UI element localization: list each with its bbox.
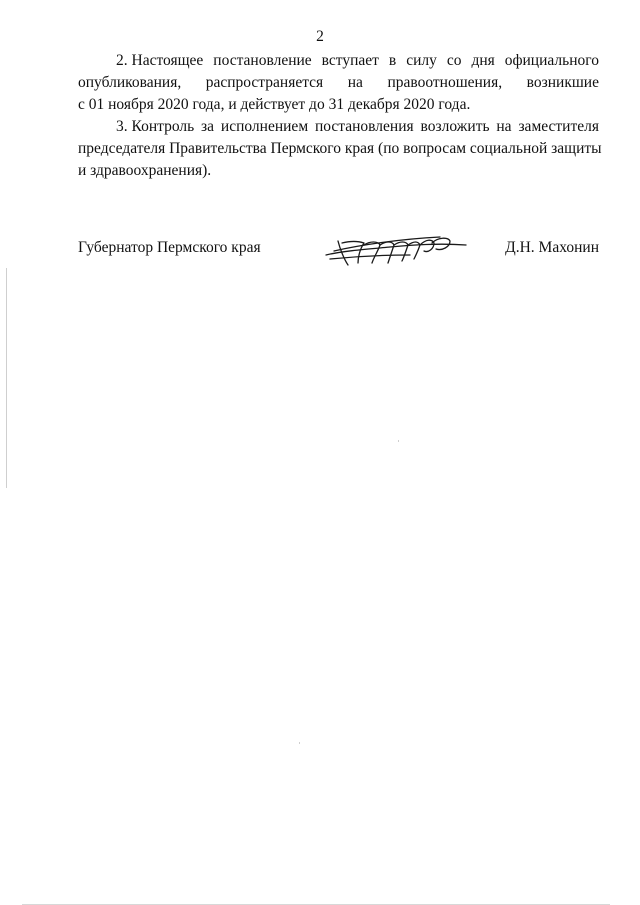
signatory-name: Д.Н. Махонин [505, 239, 599, 256]
signature-block [78, 239, 599, 279]
word: распространяется [205, 74, 324, 91]
paragraph-line: и здравоохранения). [78, 162, 212, 179]
word: вступает [321, 52, 379, 69]
paragraph-line [78, 72, 599, 94]
document-body [78, 50, 602, 182]
word: в [388, 52, 397, 69]
word: постановление [213, 52, 312, 69]
paragraph-line: председателя Правительства Пермского края (по вопросам социальной защиты [78, 140, 602, 157]
word: дня [471, 52, 495, 69]
word: возникшие [526, 74, 599, 91]
word: опубликования, [78, 74, 182, 91]
word: возложить [420, 118, 490, 135]
scan-speck [398, 440, 399, 442]
word: со [446, 52, 462, 69]
signatory-position: Губернатор Пермского края [78, 239, 261, 256]
scan-speck [299, 742, 300, 744]
page-number: 2 [316, 28, 324, 45]
handwritten-signature [320, 231, 470, 271]
word: постановления [314, 118, 414, 135]
word: за [201, 118, 215, 135]
word: на [347, 74, 363, 91]
word: исполнением [220, 118, 309, 135]
paragraph-line [78, 116, 599, 138]
paragraph-line: с 01 ноября 2020 года, и действует до 31 декабря 2020 года. [78, 96, 471, 113]
paragraph-line [78, 50, 599, 72]
paragraph-effective-date [78, 50, 599, 116]
paragraph-control [78, 116, 602, 182]
word: официального [504, 52, 599, 69]
word: 3. Контроль [116, 118, 195, 135]
word: правоотношения, [387, 74, 503, 91]
word: 2. Настоящее [116, 52, 204, 69]
word: силу [406, 52, 437, 69]
scan-edge-mark [6, 268, 7, 488]
word: на [496, 118, 512, 135]
word: заместителя [518, 118, 599, 135]
